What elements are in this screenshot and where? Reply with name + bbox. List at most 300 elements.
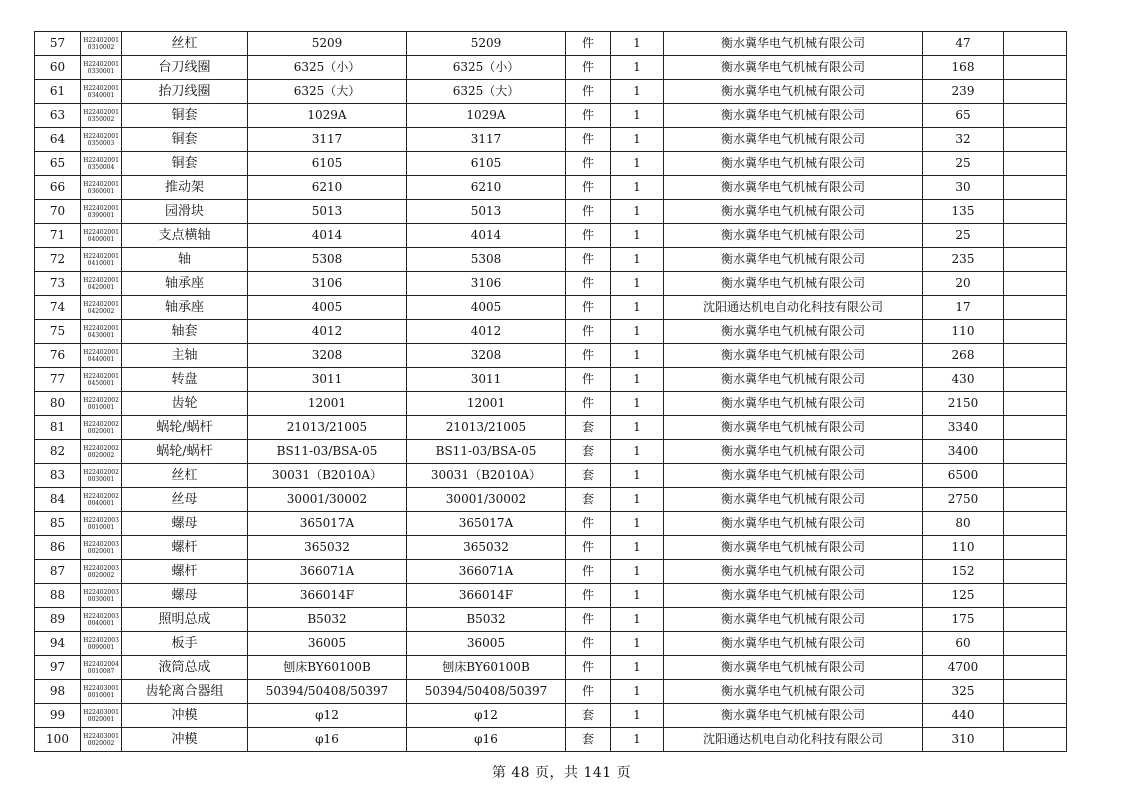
spec-model-2-cell: 1029A: [407, 104, 566, 128]
part-name-cell: 冲模: [122, 728, 248, 752]
spec-model-2-cell: 5209: [407, 32, 566, 56]
row-number-cell: 77: [35, 368, 81, 392]
material-code-cell: [81, 56, 122, 80]
table-row: [35, 512, 1067, 536]
quantity-cell: 1: [611, 488, 664, 512]
unit-cell: 件: [566, 536, 611, 560]
price-cell: 110: [923, 320, 1004, 344]
part-name-cell: 台刀线圈: [122, 56, 248, 80]
part-name-cell: 丝母: [122, 488, 248, 512]
material-code-suffix: 0040001: [87, 499, 115, 507]
parts-table: [34, 31, 1067, 752]
note-cell: [1004, 536, 1067, 560]
spec-model-cell: 50394/50408/50397: [248, 680, 407, 704]
price-cell: 110: [923, 536, 1004, 560]
material-code-prefix: H22402001: [83, 204, 119, 212]
note-cell: [1004, 728, 1067, 752]
row-number-cell: 81: [35, 416, 81, 440]
price-cell: 4700: [923, 656, 1004, 680]
material-code-cell: [81, 368, 122, 392]
unit-cell: 件: [566, 512, 611, 536]
material-code-cell: [81, 152, 122, 176]
material-code-cell: [81, 680, 122, 704]
supplier-name-cell: 衡水冀华电气机械有限公司: [664, 272, 923, 296]
unit-cell: 件: [566, 296, 611, 320]
material-code-prefix: H22402001: [83, 108, 119, 116]
material-code-suffix: 0340001: [87, 91, 115, 99]
unit-cell: 套: [566, 488, 611, 512]
supplier-name-cell: 衡水冀华电气机械有限公司: [664, 560, 923, 584]
unit-cell: 件: [566, 80, 611, 104]
row-number-cell: 63: [35, 104, 81, 128]
note-cell: [1004, 200, 1067, 224]
spec-model-cell: 36005: [248, 632, 407, 656]
material-code-prefix: H22402001: [83, 372, 119, 380]
price-cell: 60: [923, 632, 1004, 656]
supplier-name-cell: 衡水冀华电气机械有限公司: [664, 200, 923, 224]
material-code-cell: [81, 128, 122, 152]
quantity-cell: 1: [611, 536, 664, 560]
part-name-cell: 支点横轴: [122, 224, 248, 248]
part-name-cell: 螺母: [122, 512, 248, 536]
note-cell: [1004, 56, 1067, 80]
quantity-cell: 1: [611, 728, 664, 752]
supplier-name-cell: 沈阳通达机电自动化科技有限公司: [664, 728, 923, 752]
note-cell: [1004, 416, 1067, 440]
price-cell: 239: [923, 80, 1004, 104]
price-cell: 65: [923, 104, 1004, 128]
spec-model-2-cell: φ16: [407, 728, 566, 752]
note-cell: [1004, 560, 1067, 584]
unit-cell: 件: [566, 248, 611, 272]
material-code-suffix: 0390001: [87, 211, 115, 219]
spec-model-2-cell: φ12: [407, 704, 566, 728]
table-row: [35, 704, 1067, 728]
note-cell: [1004, 656, 1067, 680]
part-name-cell: 蜗轮/蜗杆: [122, 440, 248, 464]
material-code-cell: [81, 464, 122, 488]
material-code-cell: [81, 320, 122, 344]
quantity-cell: 1: [611, 176, 664, 200]
material-code-suffix: 0020001: [87, 547, 115, 555]
material-code-prefix: H22403001: [83, 684, 119, 692]
table-row: [35, 128, 1067, 152]
material-code-suffix: 0020002: [87, 451, 115, 459]
material-code-suffix: 0020002: [87, 571, 115, 579]
table-row: [35, 536, 1067, 560]
spec-model-2-cell: 6325（小）: [407, 56, 566, 80]
table-row: [35, 416, 1067, 440]
table-row: [35, 104, 1067, 128]
unit-cell: 件: [566, 272, 611, 296]
table-row: [35, 56, 1067, 80]
spec-model-2-cell: 50394/50408/50397: [407, 680, 566, 704]
note-cell: [1004, 464, 1067, 488]
part-name-cell: 轴: [122, 248, 248, 272]
spec-model-2-cell: 3208: [407, 344, 566, 368]
quantity-cell: 1: [611, 56, 664, 80]
supplier-name-cell: 衡水冀华电气机械有限公司: [664, 152, 923, 176]
table-row: [35, 488, 1067, 512]
table-row: [35, 608, 1067, 632]
quantity-cell: 1: [611, 608, 664, 632]
supplier-name-cell: 衡水冀华电气机械有限公司: [664, 224, 923, 248]
unit-cell: 件: [566, 656, 611, 680]
part-name-cell: 蜗轮/蜗杆: [122, 416, 248, 440]
row-number-cell: 97: [35, 656, 81, 680]
note-cell: [1004, 248, 1067, 272]
spec-model-2-cell: 3106: [407, 272, 566, 296]
material-code-cell: [81, 392, 122, 416]
table-row: [35, 80, 1067, 104]
row-number-cell: 61: [35, 80, 81, 104]
table-row: [35, 32, 1067, 56]
note-cell: [1004, 632, 1067, 656]
table-row: [35, 296, 1067, 320]
supplier-name-cell: 衡水冀华电气机械有限公司: [664, 248, 923, 272]
table-row: [35, 440, 1067, 464]
unit-cell: 套: [566, 416, 611, 440]
supplier-name-cell: 衡水冀华电气机械有限公司: [664, 656, 923, 680]
material-code-suffix: 0010001: [87, 403, 115, 411]
material-code-prefix: H22403001: [83, 732, 119, 740]
supplier-name-cell: 衡水冀华电气机械有限公司: [664, 680, 923, 704]
note-cell: [1004, 128, 1067, 152]
material-code-cell: [81, 728, 122, 752]
supplier-name-cell: 衡水冀华电气机械有限公司: [664, 368, 923, 392]
material-code-suffix: 0410001: [87, 259, 115, 267]
spec-model-cell: φ16: [248, 728, 407, 752]
unit-cell: 件: [566, 56, 611, 80]
part-name-cell: 液筒总成: [122, 656, 248, 680]
price-cell: 310: [923, 728, 1004, 752]
supplier-name-cell: 衡水冀华电气机械有限公司: [664, 704, 923, 728]
material-code-cell: [81, 176, 122, 200]
price-cell: 20: [923, 272, 1004, 296]
quantity-cell: 1: [611, 416, 664, 440]
spec-model-2-cell: 36005: [407, 632, 566, 656]
table-row: [35, 584, 1067, 608]
spec-model-cell: 4014: [248, 224, 407, 248]
price-cell: 25: [923, 152, 1004, 176]
price-cell: 80: [923, 512, 1004, 536]
note-cell: [1004, 440, 1067, 464]
material-code-cell: [81, 440, 122, 464]
supplier-name-cell: 衡水冀华电气机械有限公司: [664, 536, 923, 560]
supplier-name-cell: 衡水冀华电气机械有限公司: [664, 56, 923, 80]
supplier-name-cell: 衡水冀华电气机械有限公司: [664, 440, 923, 464]
note-cell: [1004, 704, 1067, 728]
material-code-cell: [81, 416, 122, 440]
part-name-cell: 螺母: [122, 584, 248, 608]
row-number-cell: 74: [35, 296, 81, 320]
row-number-cell: 57: [35, 32, 81, 56]
material-code-prefix: H22402001: [83, 252, 119, 260]
material-code-prefix: H22402001: [83, 324, 119, 332]
part-name-cell: 铜套: [122, 152, 248, 176]
unit-cell: 件: [566, 32, 611, 56]
material-code-prefix: H22402002: [83, 420, 119, 428]
price-cell: 135: [923, 200, 1004, 224]
parts-table-body: [35, 32, 1067, 752]
material-code-prefix: H22402001: [83, 228, 119, 236]
part-name-cell: 主轴: [122, 344, 248, 368]
quantity-cell: 1: [611, 392, 664, 416]
quantity-cell: 1: [611, 224, 664, 248]
table-row: [35, 632, 1067, 656]
quantity-cell: 1: [611, 32, 664, 56]
spec-model-2-cell: 6105: [407, 152, 566, 176]
unit-cell: 套: [566, 440, 611, 464]
spec-model-cell: 30031（B2010A）: [248, 464, 407, 488]
spec-model-cell: 6210: [248, 176, 407, 200]
row-number-cell: 99: [35, 704, 81, 728]
price-cell: 47: [923, 32, 1004, 56]
row-number-cell: 84: [35, 488, 81, 512]
spec-model-cell: 30001/30002: [248, 488, 407, 512]
spec-model-cell: 3117: [248, 128, 407, 152]
row-number-cell: 65: [35, 152, 81, 176]
table-row: [35, 560, 1067, 584]
spec-model-cell: 3208: [248, 344, 407, 368]
price-cell: 2750: [923, 488, 1004, 512]
spec-model-cell: 6325（小）: [248, 56, 407, 80]
material-code-suffix: 0360001: [87, 187, 115, 195]
price-cell: 125: [923, 584, 1004, 608]
material-code-suffix: 0030001: [87, 475, 115, 483]
quantity-cell: 1: [611, 560, 664, 584]
row-number-cell: 85: [35, 512, 81, 536]
part-name-cell: 照明总成: [122, 608, 248, 632]
price-cell: 440: [923, 704, 1004, 728]
material-code-prefix: H22402001: [83, 36, 119, 44]
material-code-prefix: H22402002: [83, 444, 119, 452]
spec-model-cell: 12001: [248, 392, 407, 416]
note-cell: [1004, 680, 1067, 704]
spec-model-2-cell: 6210: [407, 176, 566, 200]
material-code-cell: [81, 656, 122, 680]
unit-cell: 件: [566, 128, 611, 152]
table-row: [35, 200, 1067, 224]
row-number-cell: 82: [35, 440, 81, 464]
spec-model-cell: 3106: [248, 272, 407, 296]
unit-cell: 件: [566, 560, 611, 584]
supplier-name-cell: 衡水冀华电气机械有限公司: [664, 32, 923, 56]
unit-cell: 件: [566, 392, 611, 416]
unit-cell: 件: [566, 320, 611, 344]
table-row: [35, 320, 1067, 344]
row-number-cell: 80: [35, 392, 81, 416]
supplier-name-cell: 衡水冀华电气机械有限公司: [664, 632, 923, 656]
note-cell: [1004, 104, 1067, 128]
material-code-suffix: 0450001: [87, 379, 115, 387]
unit-cell: 套: [566, 704, 611, 728]
row-number-cell: 72: [35, 248, 81, 272]
note-cell: [1004, 368, 1067, 392]
spec-model-cell: 5209: [248, 32, 407, 56]
row-number-cell: 60: [35, 56, 81, 80]
material-code-prefix: H22402004: [83, 660, 119, 668]
spec-model-cell: 1029A: [248, 104, 407, 128]
spec-model-cell: 4005: [248, 296, 407, 320]
quantity-cell: 1: [611, 680, 664, 704]
table-row: [35, 656, 1067, 680]
note-cell: [1004, 224, 1067, 248]
row-number-cell: 75: [35, 320, 81, 344]
table-row: [35, 680, 1067, 704]
material-code-prefix: H22402001: [83, 180, 119, 188]
part-name-cell: 螺杆: [122, 536, 248, 560]
supplier-name-cell: 衡水冀华电气机械有限公司: [664, 104, 923, 128]
unit-cell: 件: [566, 680, 611, 704]
material-code-prefix: H22402002: [83, 468, 119, 476]
part-name-cell: 丝杠: [122, 32, 248, 56]
table-row: [35, 224, 1067, 248]
spec-model-cell: 6325（大）: [248, 80, 407, 104]
price-cell: 168: [923, 56, 1004, 80]
material-code-prefix: H22402001: [83, 84, 119, 92]
material-code-suffix: 0330001: [87, 67, 115, 75]
note-cell: [1004, 344, 1067, 368]
row-number-cell: 98: [35, 680, 81, 704]
material-code-suffix: 0400001: [87, 235, 115, 243]
quantity-cell: 1: [611, 440, 664, 464]
material-code-suffix: 0310002: [87, 43, 115, 51]
material-code-suffix: 0350002: [87, 115, 115, 123]
spec-model-2-cell: 6325（大）: [407, 80, 566, 104]
material-code-suffix: 0010087: [87, 667, 115, 675]
spec-model-2-cell: BS11-03/BSA-05: [407, 440, 566, 464]
unit-cell: 件: [566, 176, 611, 200]
quantity-cell: 1: [611, 344, 664, 368]
quantity-cell: 1: [611, 152, 664, 176]
unit-cell: 件: [566, 368, 611, 392]
supplier-name-cell: 衡水冀华电气机械有限公司: [664, 464, 923, 488]
part-name-cell: 推动架: [122, 176, 248, 200]
unit-cell: 件: [566, 104, 611, 128]
spec-model-2-cell: 5013: [407, 200, 566, 224]
material-code-suffix: 0350004: [87, 163, 115, 171]
spec-model-2-cell: 刨床BY60100B: [407, 656, 566, 680]
spec-model-cell: φ12: [248, 704, 407, 728]
spec-model-cell: 365032: [248, 536, 407, 560]
material-code-prefix: H22402001: [83, 348, 119, 356]
unit-cell: 件: [566, 200, 611, 224]
note-cell: [1004, 584, 1067, 608]
spec-model-2-cell: 4014: [407, 224, 566, 248]
row-number-cell: 88: [35, 584, 81, 608]
part-name-cell: 铜套: [122, 104, 248, 128]
price-cell: 6500: [923, 464, 1004, 488]
table-row: [35, 176, 1067, 200]
supplier-name-cell: 衡水冀华电气机械有限公司: [664, 344, 923, 368]
material-code-prefix: H22402003: [83, 540, 119, 548]
material-code-cell: [81, 32, 122, 56]
spec-model-cell: B5032: [248, 608, 407, 632]
part-name-cell: 抬刀线圈: [122, 80, 248, 104]
material-code-suffix: 0020002: [87, 739, 115, 747]
material-code-prefix: H22402001: [83, 300, 119, 308]
row-number-cell: 83: [35, 464, 81, 488]
material-code-prefix: H22402002: [83, 492, 119, 500]
price-cell: 25: [923, 224, 1004, 248]
part-name-cell: 转盘: [122, 368, 248, 392]
spec-model-cell: 21013/21005: [248, 416, 407, 440]
spec-model-2-cell: 3117: [407, 128, 566, 152]
supplier-name-cell: 衡水冀华电气机械有限公司: [664, 320, 923, 344]
material-code-prefix: H22402003: [83, 612, 119, 620]
price-cell: 175: [923, 608, 1004, 632]
material-code-cell: [81, 344, 122, 368]
note-cell: [1004, 152, 1067, 176]
spec-model-2-cell: 21013/21005: [407, 416, 566, 440]
note-cell: [1004, 296, 1067, 320]
quantity-cell: 1: [611, 632, 664, 656]
note-cell: [1004, 80, 1067, 104]
quantity-cell: 1: [611, 80, 664, 104]
material-code-prefix: H22403001: [83, 708, 119, 716]
spec-model-cell: 366014F: [248, 584, 407, 608]
spec-model-cell: 366071A: [248, 560, 407, 584]
unit-cell: 件: [566, 224, 611, 248]
part-name-cell: 螺杆: [122, 560, 248, 584]
quantity-cell: 1: [611, 272, 664, 296]
spec-model-cell: 3011: [248, 368, 407, 392]
material-code-prefix: H22402001: [83, 60, 119, 68]
quantity-cell: 1: [611, 104, 664, 128]
material-code-suffix: 0420002: [87, 307, 115, 315]
quantity-cell: 1: [611, 464, 664, 488]
quantity-cell: 1: [611, 368, 664, 392]
quantity-cell: 1: [611, 296, 664, 320]
table-row: [35, 344, 1067, 368]
part-name-cell: 齿轮: [122, 392, 248, 416]
note-cell: [1004, 488, 1067, 512]
spec-model-cell: 6105: [248, 152, 407, 176]
row-number-cell: 73: [35, 272, 81, 296]
spec-model-2-cell: 4005: [407, 296, 566, 320]
material-code-suffix: 0010001: [87, 523, 115, 531]
spec-model-2-cell: 3011: [407, 368, 566, 392]
supplier-name-cell: 衡水冀华电气机械有限公司: [664, 128, 923, 152]
part-name-cell: 轴套: [122, 320, 248, 344]
row-number-cell: 71: [35, 224, 81, 248]
part-name-cell: 园滑块: [122, 200, 248, 224]
material-code-cell: [81, 488, 122, 512]
supplier-name-cell: 衡水冀华电气机械有限公司: [664, 80, 923, 104]
material-code-cell: [81, 560, 122, 584]
price-cell: 430: [923, 368, 1004, 392]
material-code-suffix: 0030001: [87, 595, 115, 603]
material-code-cell: [81, 584, 122, 608]
material-code-suffix: 0090001: [87, 643, 115, 651]
table-row: [35, 272, 1067, 296]
material-code-suffix: 0440001: [87, 355, 115, 363]
table-row: [35, 464, 1067, 488]
part-name-cell: 铜套: [122, 128, 248, 152]
spec-model-2-cell: 365032: [407, 536, 566, 560]
quantity-cell: 1: [611, 704, 664, 728]
table-row: [35, 152, 1067, 176]
material-code-cell: [81, 272, 122, 296]
part-name-cell: 板手: [122, 632, 248, 656]
note-cell: [1004, 32, 1067, 56]
quantity-cell: 1: [611, 248, 664, 272]
spec-model-2-cell: 4012: [407, 320, 566, 344]
quantity-cell: 1: [611, 512, 664, 536]
row-number-cell: 76: [35, 344, 81, 368]
material-code-cell: [81, 512, 122, 536]
